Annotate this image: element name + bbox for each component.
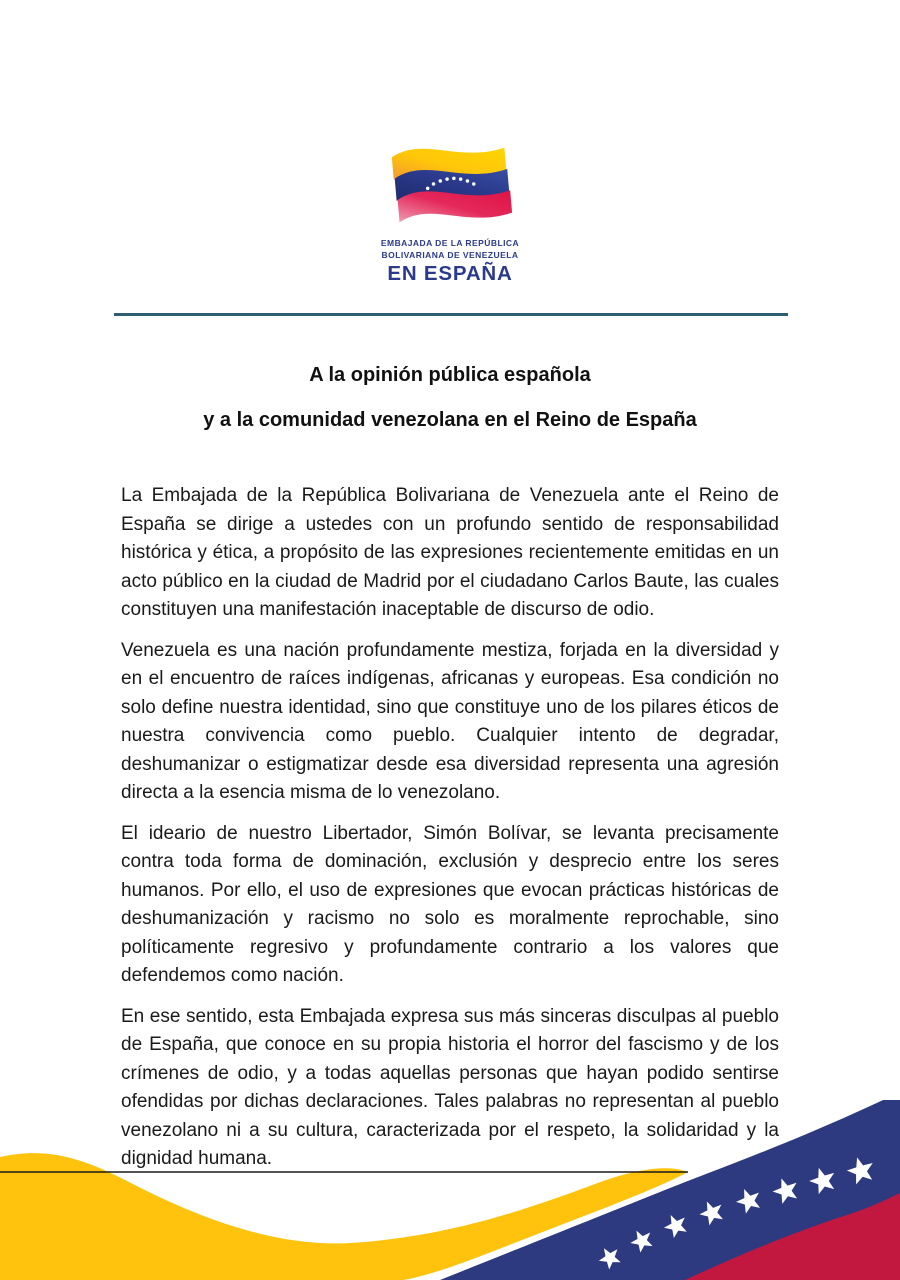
embassy-logo bbox=[0, 134, 900, 285]
letter-title-line1: A la opinión pública española bbox=[309, 364, 591, 386]
embassy-name-line1: EMBAJADA DE LA REPÚBLICA bbox=[380, 238, 520, 248]
header-divider bbox=[114, 313, 788, 316]
paragraph-4: En ese sentido, esta Embajada expresa sus más sinceras disculpas al pueblo de España, que conoce en su propia historia el horror del fascismo y de los crímenes de odio, y a todas aquellas personas que hayan podido sentirse ofendidas por dichas declaraciones. Tales palabras no representan al pueblo venezolano ni a su cultura, caracterizada por el respeto, la solidaridad y la dignidad humana. bbox=[121, 1005, 779, 1169]
venezuela-waving-flag-icon bbox=[384, 134, 516, 231]
paragraph-3: El ideario de nuestro Libertador, Simón Bolívar, se levanta precisamente contra toda forma de dominación, exclusión y desprecio entre los seres humanos. Por ello, el uso de expresiones que evocan prácticas históricas de deshumanización y racismo no solo es moralmente reprochable, sino políticamente regresivo y profundamente contrario a los valores que defendemos como nación. bbox=[121, 822, 779, 986]
embassy-name-line2: BOLIVARIANA DE VENEZUELA bbox=[381, 250, 519, 260]
letter-title bbox=[0, 364, 900, 432]
letter-body bbox=[121, 482, 779, 1174]
embassy-name-line3: EN ESPAÑA bbox=[387, 262, 513, 285]
footer-flag-wave bbox=[0, 1100, 900, 1280]
letter-title-line2: y a la comunidad venezolana en el Reino de España bbox=[203, 409, 697, 431]
paragraph-1: La Embajada de la República Bolivariana de Venezuela ante el Reino de España se dirige a ustedes con un profundo sentido de responsabilidad histórica y ética, a propósito de las expresiones recientemente emitidas en un acto público en la ciudad de Madrid por el ciudadano Carlos Baute, las cuales constituyen una manifestación inaceptable de discurso de odio. bbox=[121, 485, 779, 620]
paragraph-2: Venezuela es una nación profundamente mestiza, forjada en la diversidad y en el encuentro de raíces indígenas, africanas y europeas. Esa condición no solo define nuestra identidad, sino que constituye uno de los pilares éticos de nuestra convivencia como pueblo. Cualquier intento de degradar, deshumanizar o estigmatizar desde esa diversidad representa una agresión directa a la esencia misma de lo venezolano. bbox=[121, 639, 779, 803]
